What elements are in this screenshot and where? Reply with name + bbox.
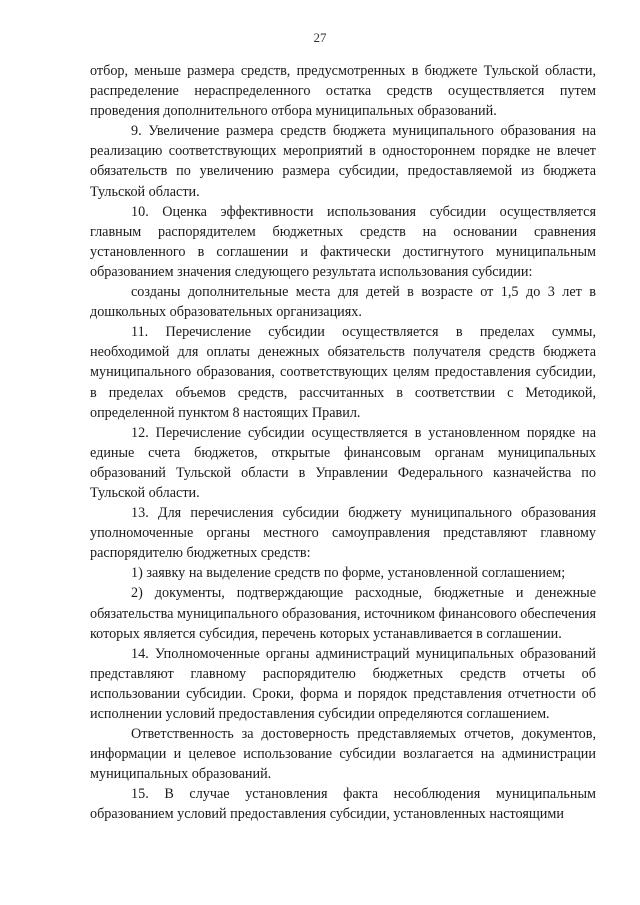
page-number: 27	[313, 30, 327, 45]
paragraph-item-10: 10. Оценка эффективности использования субсидии осуществляется главным распорядителем бюджетных средств на основании сравнения установленного в соглашении и фактически достигнутого муниципальным образованием значения следующего результата использования субсидии:	[90, 203, 596, 280]
paragraph-result: созданы дополнительные места для детей в возрасте от 1,5 до 3 лет в дошкольных образовательных организациях.	[90, 284, 596, 321]
paragraph-subitem-2: 2) документы, подтверждающие расходные, бюджетные и денежные обязательства муниципального образования, источником финансового обеспечения которых является субсидия, перечень которых устанавливается в соглашении.	[90, 585, 596, 642]
paragraph-item-14: 14. Уполномоченные органы администраций муниципальных образований представляют главному распорядителю бюджетных средств отчеты об использовании субсидии. Сроки, форма и порядок представления отчетности об исполнении условий предоставления субсидии определяются соглашением.	[90, 645, 596, 722]
paragraph-item-11: 11. Перечисление субсидии осуществляется в пределах суммы, необходимой для оплаты денежных обязательств получателя средств бюджета муниципального образования, соответствующих целям предоставления субсидии, в пределах объемов средств, рассчитанных в соответствии с Методикой, определенной пунктом 8 настоящих Правил.	[90, 324, 596, 421]
paragraph-item-13: 13. Для перечисления субсидии бюджету муниципального образования уполномоченные органы местного самоуправления представляют главному распорядителю бюджетных средств:	[90, 505, 596, 562]
document-body	[90, 61, 596, 825]
paragraph-subitem-1: 1) заявку на выделение средств по форме, установленной соглашением;	[131, 565, 566, 582]
paragraph-continuation: отбор, меньше размера средств, предусмотренных в бюджете Тульской области, распределение нераспределенного остатка средств осуществляется путем проведения дополнительного отбора муниципальных образований.	[90, 63, 596, 120]
paragraph-item-15: 15. В случае установления факта несоблюдения муниципальным образованием условий предоставления субсидии, установленных настоящими	[90, 786, 596, 823]
paragraph-responsibility: Ответственность за достоверность представляемых отчетов, документов, информации и целевое использование субсидии возлагается на администрации муниципальных образований.	[90, 726, 596, 783]
paragraph-item-9: 9. Увеличение размера средств бюджета муниципального образования на реализацию соответствующих мероприятий в одностороннем порядке не влечет обязательств по увеличению размера субсидии, предоставляемой из бюджета Тульской области.	[90, 123, 596, 200]
paragraph-item-12: 12. Перечисление субсидии осуществляется в установленном порядке на единые счета бюджетов, открытые финансовым органам муниципальных образований Тульской области в Управлении Федерального казначейства по Тульской области.	[90, 424, 596, 501]
